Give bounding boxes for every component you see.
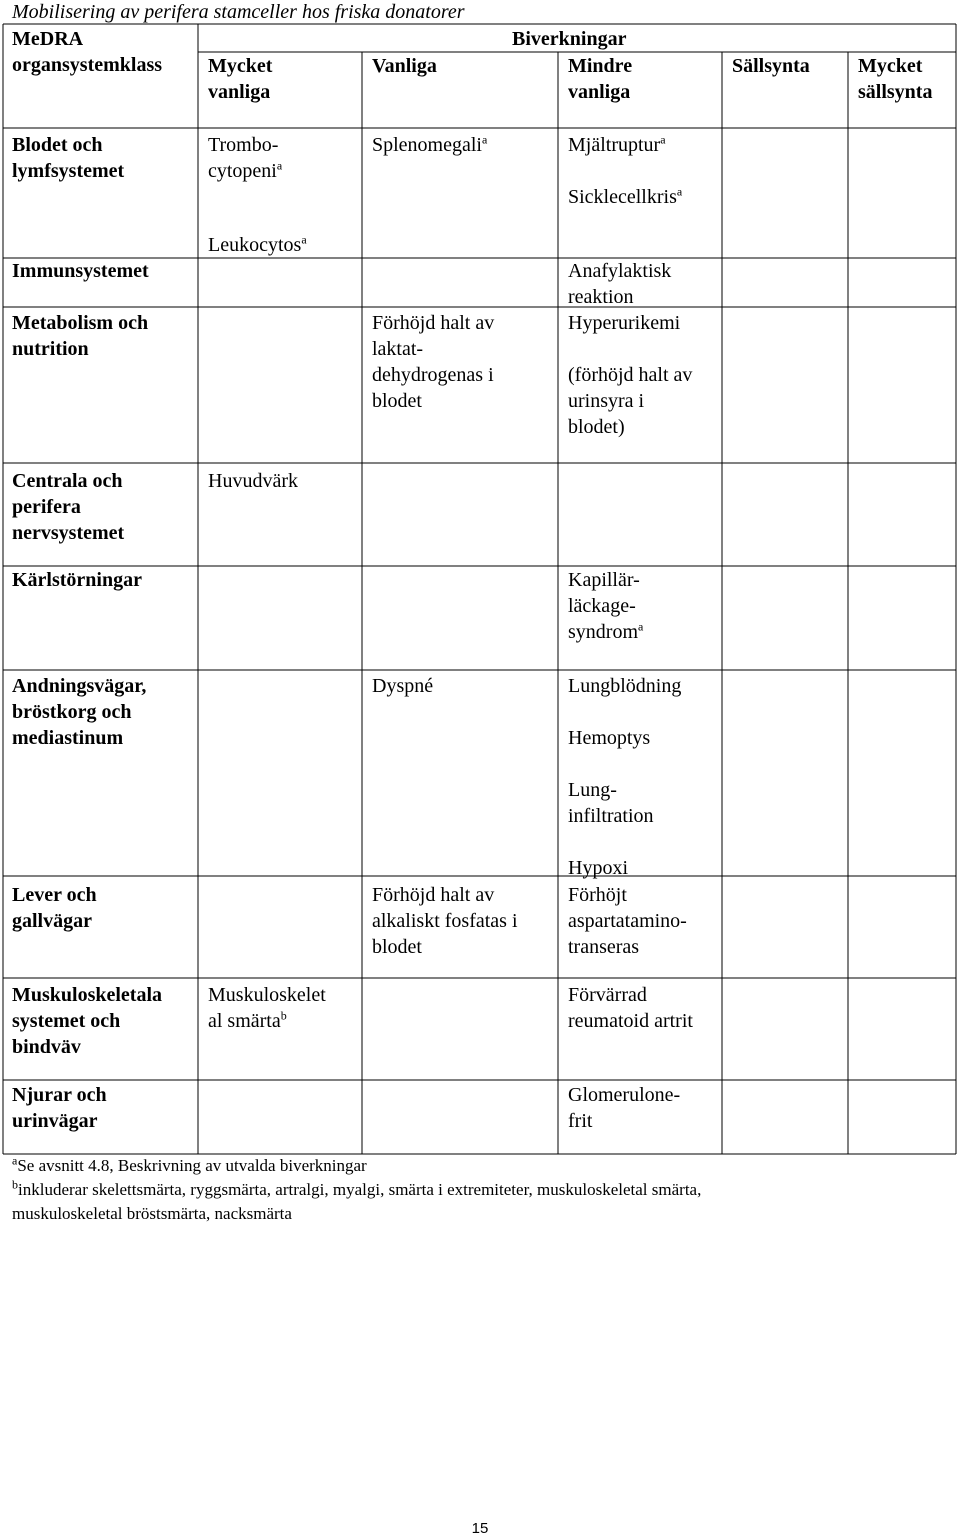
footnote-b: $^b$inkluderar skelettsmärta, ryggsmärta, artralgi, myalgi, smärta i extremiteter, muskuloskeletal smärta,	[12, 1177, 702, 1199]
header-uncommon: Mindre vanliga	[568, 55, 633, 103]
footnote-ref-a: a	[301, 232, 307, 247]
footnote-ref-a: a	[481, 132, 488, 147]
cell-leukocytosis: Leukocytos$^a$	[208, 232, 307, 256]
header-soc-label: MeDRA organsystemklass	[12, 28, 163, 76]
cell-capillary-leak-syndrome: Kapillär- läckage- syndrom$^a$	[568, 569, 644, 643]
cell-haemoptysis: Hemoptys	[568, 727, 651, 749]
header-group-label: Biverkningar	[512, 28, 627, 50]
cell-splenomegaly: Splenomegali$^a$	[372, 132, 488, 156]
cell-dyspnoea: Dyspné	[372, 675, 434, 697]
footnote-ref-a: a	[638, 619, 644, 634]
soc-immune: Immunsystemet	[12, 260, 149, 282]
footnote-ref-b: b	[280, 1008, 287, 1023]
soc-nervous: Centrala och perifera nervsystemet	[12, 470, 125, 544]
footnote-a: $^a$Se avsnitt 4.8, Beskrivning av utvalda biverkningar	[12, 1153, 367, 1175]
soc-blood: Blodet och lymfsystemet	[12, 134, 125, 182]
cell-ldh-increased: Förhöjd halt av laktat- dehydrogenas i blodet	[372, 312, 495, 412]
cell-hyperuricaemia-note: (förhöjd halt av urinsyra i blodet)	[568, 364, 693, 438]
header-very-common: Mycket vanliga	[208, 55, 273, 103]
cell-rheumatoid-arthritis: Förvärrad reumatoid artrit	[568, 984, 693, 1032]
cell-hyperuricaemia: Hyperurikemi	[568, 312, 681, 334]
cell-musculoskeletal-pain: Muskuloskelet al smärta$^b$	[208, 984, 326, 1032]
cell-anaphylactic-reaction: Anafylaktisk reaktion	[568, 260, 672, 308]
cell-ast-increased: Förhöjt aspartatamino- transeras	[568, 884, 687, 958]
cell-hypoxia: Hypoxi	[568, 857, 628, 879]
footnote-ref-a: a	[660, 132, 666, 147]
page-number: 15	[471, 1520, 489, 1537]
cell-glomerulonephritis: Glomerulone- frit	[568, 1084, 681, 1132]
header-very-rare: Mycket sällsynta	[858, 55, 933, 103]
page-title: Mobilisering av perifera stamceller hos friska donatorer	[12, 1, 465, 23]
footnote-b-continued: muskuloskeletal bröstsmärta, nacksmärta	[12, 1204, 292, 1223]
footnote-ref-a: a	[276, 158, 283, 173]
cell-sickle-cell-crisis: Sicklecellkris$^a$	[568, 184, 683, 208]
cell-thrombocytopenia: Trombo- cytopeni$^a$	[208, 134, 283, 182]
cell-pulmonary-haemorrhage: Lungblödning	[568, 675, 682, 697]
cell-lung-infiltration: Lung- infiltration	[568, 779, 654, 827]
cell-splenic-rupture: Mjältruptur$^a$	[568, 132, 666, 156]
cell-headache: Huvudvärk	[208, 470, 298, 492]
soc-hepatobiliary: Lever och gallvägar	[12, 884, 97, 932]
footnote-ref-a: a	[676, 184, 683, 199]
cell-alp-increased: Förhöjd halt av alkaliskt fosfatas i blodet	[372, 884, 518, 958]
header-rare: Sällsynta	[732, 55, 810, 77]
header-common: Vanliga	[372, 55, 437, 77]
soc-renal: Njurar och urinvägar	[12, 1084, 107, 1132]
soc-musculoskeletal: Muskuloskeletala systemet och bindväv	[12, 984, 163, 1058]
soc-metabolism: Metabolism och nutrition	[12, 312, 149, 360]
soc-vascular: Kärlstörningar	[12, 569, 142, 591]
soc-respiratory: Andningsvägar, bröstkorg och mediastinum	[12, 675, 147, 749]
